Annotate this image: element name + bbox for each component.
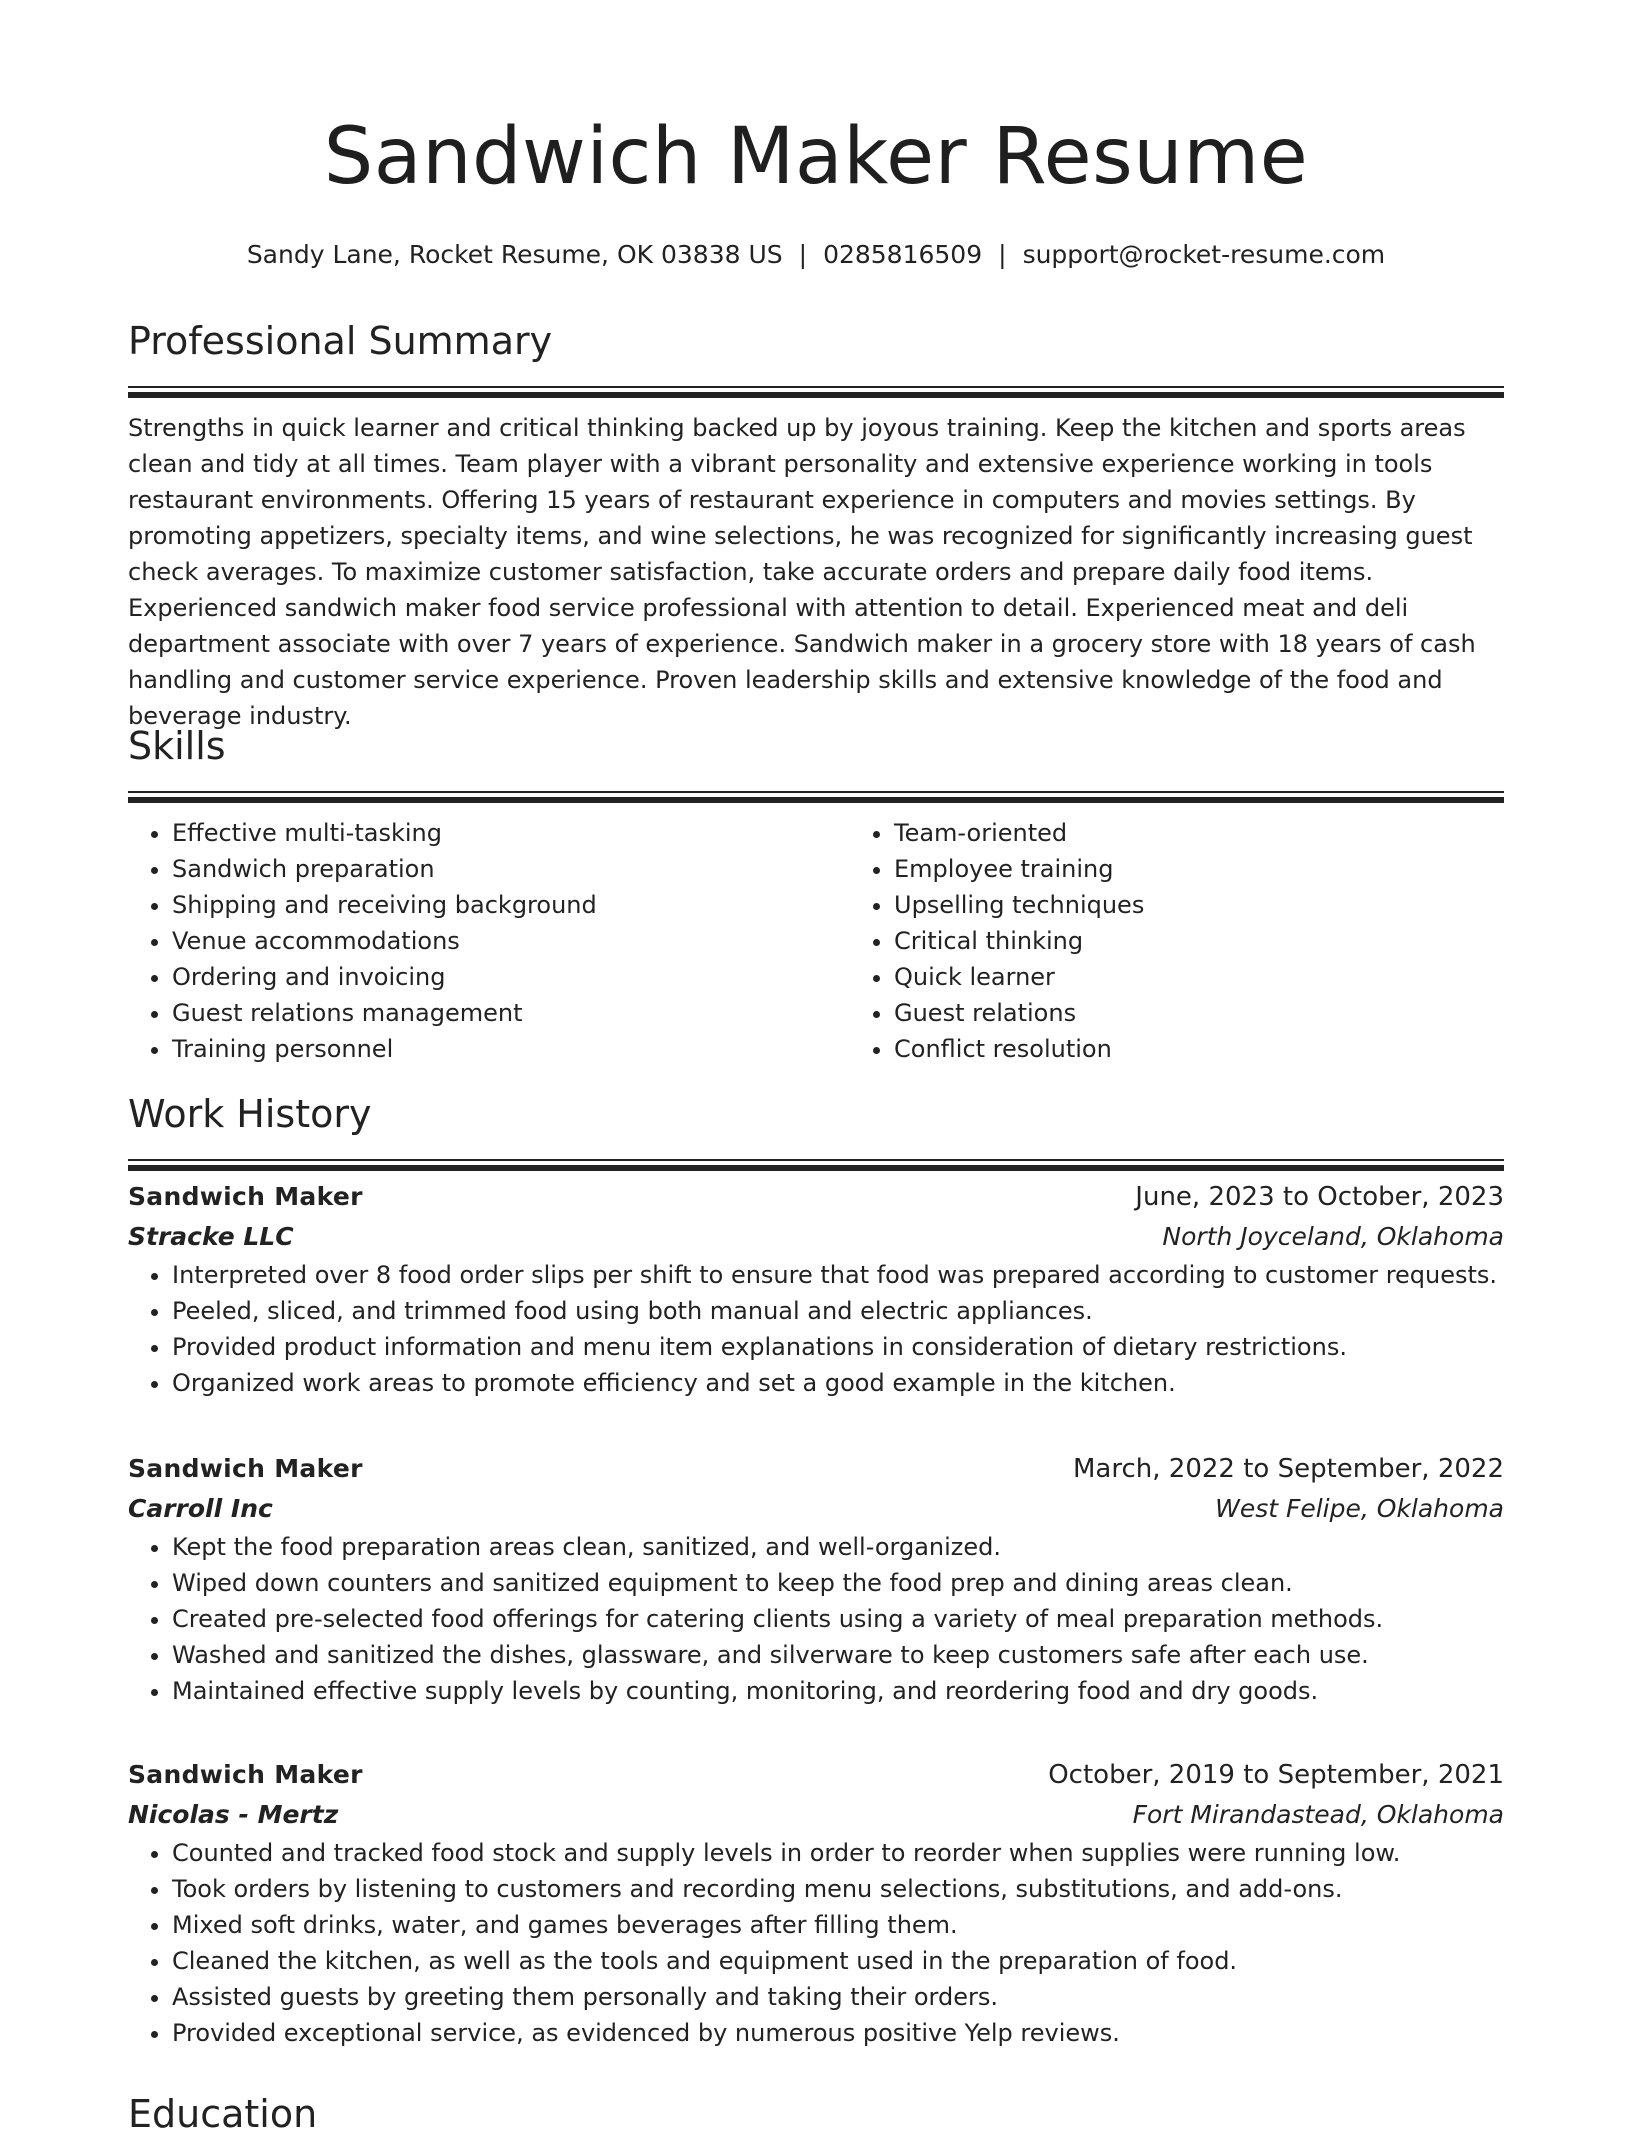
- skill-item: • Venue accommodations: [172, 923, 850, 959]
- job-duties: [128, 1529, 1504, 1709]
- skill-item: • Training personnel: [172, 1031, 850, 1067]
- skill-item: • Critical thinking: [894, 923, 1572, 959]
- duty-item: • Cleaned the kitchen, as well as the tools and equipment used in the preparation of food.: [172, 1943, 1504, 1979]
- job-title: Sandwich Maker: [128, 1454, 363, 1483]
- skills-list-left: [128, 815, 850, 1067]
- duty-item: • Assisted guests by greeting them personally and taking their orders.: [172, 1979, 1504, 2015]
- section-divider: [128, 1159, 1504, 1171]
- contact-email: support@rocket-resume.com: [1022, 240, 1386, 269]
- skill-item: • Guest relations management: [172, 995, 850, 1031]
- job-duties: [128, 1835, 1504, 2051]
- summary-section: [128, 319, 1504, 734]
- job-title: Sandwich Maker: [128, 1182, 363, 1211]
- summary-heading: Professional Summary: [128, 319, 553, 363]
- skills-list-right: [850, 815, 1572, 1067]
- job-dates: March, 2022 to September, 2022: [1073, 1454, 1504, 1484]
- contact-separator: |: [798, 240, 808, 269]
- duty-item: • Maintained effective supply levels by counting, monitoring, and reordering food and dry goods.: [172, 1673, 1504, 1709]
- contact-address: Sandy Lane, Rocket Resume, OK 03838 US: [246, 240, 783, 269]
- job-company: Stracke LLC: [128, 1222, 294, 1251]
- duty-item: • Created pre-selected food offerings for catering clients using a variety of meal preparation methods.: [172, 1601, 1504, 1637]
- skill-item: • Sandwich preparation: [172, 851, 850, 887]
- skill-item: • Quick learner: [894, 959, 1572, 995]
- skill-item: • Guest relations: [894, 995, 1572, 1031]
- summary-text: Strengths in quick learner and critical thinking backed up by joyous training. Keep the kitchen and sports areas clean and tidy at all times. Team player with a vibrant personality and extensive experience working in tools restaurant environments. Offering 15 years of restaurant experience in computers and movies settings. By promoting appetizers, specialty items, and wine selections, he was recognized for significantly increasing guest check averages. To maximize customer satisfaction, take accurate orders and prepare daily food items. Experienced sandwich maker food service professional with attention to detail. Experienced meat and deli department associate with over 7 years of experience. Sandwich maker in a grocery store with 18 years of cash handling and customer service experience. Proven leadership skills and extensive knowledge of the food and beverage industry.: [128, 414, 1476, 730]
- education-heading: Education: [128, 2092, 318, 2136]
- job-header: [128, 1449, 1504, 1489]
- duty-item: • Provided exceptional service, as evidenced by numerous positive Yelp reviews.: [172, 2015, 1504, 2051]
- duty-item: • Kept the food preparation areas clean, sanitized, and well-organized.: [172, 1529, 1504, 1565]
- duty-item: • Peeled, sliced, and trimmed food using both manual and electric appliances.: [172, 1293, 1504, 1329]
- job-entry: [128, 1177, 1504, 1401]
- job-company: Carroll Inc: [128, 1494, 273, 1523]
- job-title: Sandwich Maker: [128, 1760, 363, 1789]
- duty-item: • Mixed soft drinks, water, and games beverages after filling them.: [172, 1907, 1504, 1943]
- section-divider: [128, 386, 1504, 398]
- resume-title: Sandwich Maker Resume: [323, 112, 1309, 202]
- job-subheader: [128, 1489, 1504, 1529]
- job-subheader: [128, 1795, 1504, 1835]
- job-entry: [128, 1449, 1504, 1709]
- duty-item: • Took orders by listening to customers and recording menu selections, substitutions, and add-ons.: [172, 1871, 1504, 1907]
- job-company: Nicolas - Mertz: [128, 1800, 339, 1829]
- job-duties: [128, 1257, 1504, 1401]
- duty-item: • Organized work areas to promote efficiency and set a good example in the kitchen.: [172, 1365, 1504, 1401]
- duty-item: • Interpreted over 8 food order slips per shift to ensure that food was prepared according to customer requests.: [172, 1257, 1504, 1293]
- education-section: [128, 2092, 1504, 2139]
- skill-item: • Shipping and receiving background: [172, 887, 850, 923]
- section-divider: [128, 791, 1504, 803]
- skill-item: • Conflict resolution: [894, 1031, 1572, 1067]
- skills-heading: Skills: [128, 724, 226, 768]
- job-location: Fort Mirandastead, Oklahoma: [1132, 1800, 1504, 1829]
- skill-item: • Ordering and invoicing: [172, 959, 850, 995]
- job-header: [128, 1177, 1504, 1217]
- skill-item: • Upselling techniques: [894, 887, 1572, 923]
- job-dates: June, 2023 to October, 2023: [1135, 1182, 1504, 1212]
- job-location: North Joyceland, Oklahoma: [1162, 1222, 1504, 1251]
- contact-phone: 0285816509: [823, 240, 983, 269]
- duty-item: • Counted and tracked food stock and supply levels in order to reorder when supplies were running low.: [172, 1835, 1504, 1871]
- skills-columns: [128, 815, 1504, 1067]
- skill-item: • Team-oriented: [894, 815, 1572, 851]
- duty-item: • Provided product information and menu item explanations in consideration of dietary restrictions.: [172, 1329, 1504, 1365]
- work-history-heading: Work History: [128, 1092, 372, 1136]
- skills-section: [128, 724, 1504, 1067]
- duty-item: • Washed and sanitized the dishes, glassware, and silverware to keep customers safe after each use.: [172, 1637, 1504, 1673]
- job-header: [128, 1755, 1504, 1795]
- contact-separator: |: [998, 240, 1007, 269]
- job-entry: [128, 1755, 1504, 2051]
- job-dates: October, 2019 to September, 2021: [1048, 1760, 1504, 1790]
- job-location: West Felipe, Oklahoma: [1215, 1494, 1504, 1523]
- contact-line: [128, 240, 1504, 270]
- skill-item: • Effective multi-tasking: [172, 815, 850, 851]
- duty-item: • Wiped down counters and sanitized equipment to keep the food prep and dining areas clean.: [172, 1565, 1504, 1601]
- skill-item: • Employee training: [894, 851, 1572, 887]
- job-subheader: [128, 1217, 1504, 1257]
- work-history-section: [128, 1092, 1504, 1171]
